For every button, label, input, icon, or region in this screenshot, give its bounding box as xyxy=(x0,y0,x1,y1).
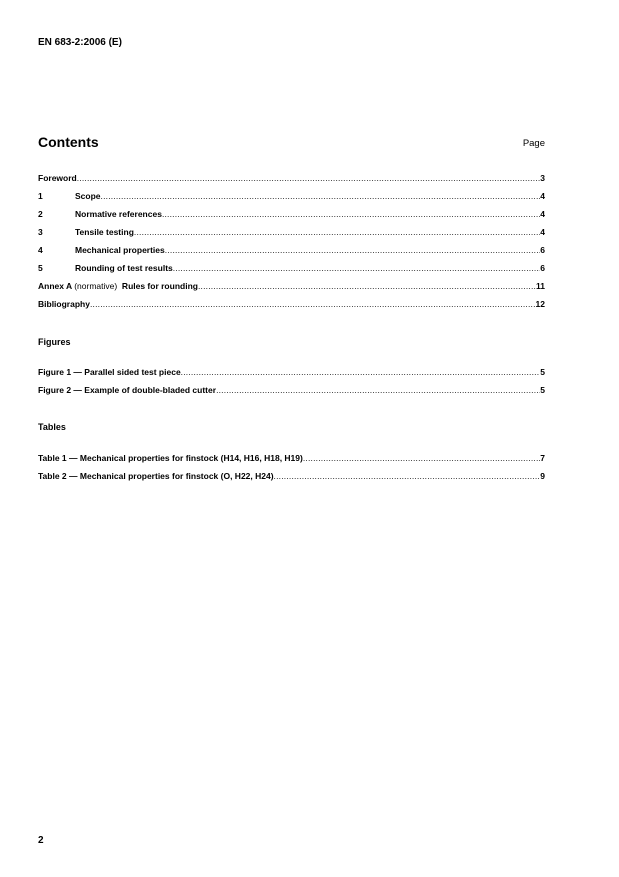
dot-leader xyxy=(90,299,536,309)
page-column-label: Page xyxy=(522,138,545,149)
toc-entry-page: 6 xyxy=(540,245,545,255)
toc-entry-tensile-testing[interactable] xyxy=(38,227,545,239)
dot-leader xyxy=(216,385,540,395)
annex-label: Annex A xyxy=(38,281,75,291)
toc-entry-title: Table 1 — Mechanical properties for finstock (H14, H16, H18, H19) xyxy=(38,453,303,463)
contents-title: Contents xyxy=(38,134,99,150)
document-id: EN 683-2:2006 (E) xyxy=(38,37,122,48)
figures-heading: Figures xyxy=(38,337,71,347)
toc-entry-title: Bibliography xyxy=(38,299,90,309)
page-number: 2 xyxy=(38,835,44,846)
annex-note: (normative) xyxy=(74,281,118,291)
toc-entry-title: Tensile testing xyxy=(75,227,134,237)
toc-entry-rounding[interactable] xyxy=(38,263,545,275)
toc-entry-page: 7 xyxy=(540,453,545,463)
toc-entry-title: Foreword xyxy=(38,173,77,183)
dot-leader xyxy=(198,281,536,291)
dot-leader xyxy=(303,453,540,463)
toc-entry-table-1[interactable] xyxy=(38,453,545,465)
dot-leader xyxy=(165,245,541,255)
toc-entry-page: 11 xyxy=(536,281,545,291)
toc-entry-number: 2 xyxy=(38,209,43,219)
toc-entry-number: 3 xyxy=(38,227,43,237)
toc-entry-page: 4 xyxy=(540,191,545,201)
toc-entry-normative-references[interactable] xyxy=(38,209,545,221)
toc-entry-title: Mechanical properties xyxy=(75,245,165,255)
toc-entry-mechanical-properties[interactable] xyxy=(38,245,545,257)
toc-entry-page: 4 xyxy=(540,209,545,219)
toc-entry-foreword[interactable] xyxy=(38,173,545,185)
toc-entry-page: 4 xyxy=(540,227,545,237)
toc-entry-figure-2[interactable] xyxy=(38,385,545,397)
dot-leader xyxy=(101,191,541,201)
toc-entry-title: Scope xyxy=(75,191,101,201)
dot-leader xyxy=(134,227,540,237)
toc-entry-number: 4 xyxy=(38,245,43,255)
annex-title: Rules for rounding xyxy=(117,281,198,291)
toc-entry-scope[interactable] xyxy=(38,191,545,203)
toc-entry-page: 9 xyxy=(540,471,545,481)
toc-entry-title xyxy=(38,281,198,291)
toc-entry-number: 5 xyxy=(38,263,43,273)
dot-leader xyxy=(77,173,541,183)
dot-leader xyxy=(181,367,541,377)
dot-leader xyxy=(162,209,540,219)
toc-entry-title: Figure 2 — Example of double-bladed cutter xyxy=(38,385,217,395)
toc-entry-page: 12 xyxy=(535,299,545,309)
toc-entry-bibliography[interactable] xyxy=(38,299,545,311)
dot-leader xyxy=(274,471,541,481)
toc-entry-title: Rounding of test results xyxy=(75,263,173,273)
toc-entry-page: 5 xyxy=(540,367,545,377)
toc-entry-page: 6 xyxy=(540,263,545,273)
toc-entry-annex-a[interactable] xyxy=(38,281,545,293)
toc-entry-figure-1[interactable] xyxy=(38,367,545,379)
toc-entry-title: Normative references xyxy=(75,209,162,219)
toc-entry-title: Table 2 — Mechanical properties for finstock (O, H22, H24) xyxy=(38,471,274,481)
toc-entry-table-2[interactable] xyxy=(38,471,545,483)
toc-entry-number: 1 xyxy=(38,191,43,201)
toc-entry-page: 3 xyxy=(540,173,545,183)
dot-leader xyxy=(173,263,541,273)
tables-heading: Tables xyxy=(38,422,66,432)
toc-entry-page: 5 xyxy=(540,385,545,395)
toc-entry-title: Figure 1 — Parallel sided test piece xyxy=(38,367,181,377)
